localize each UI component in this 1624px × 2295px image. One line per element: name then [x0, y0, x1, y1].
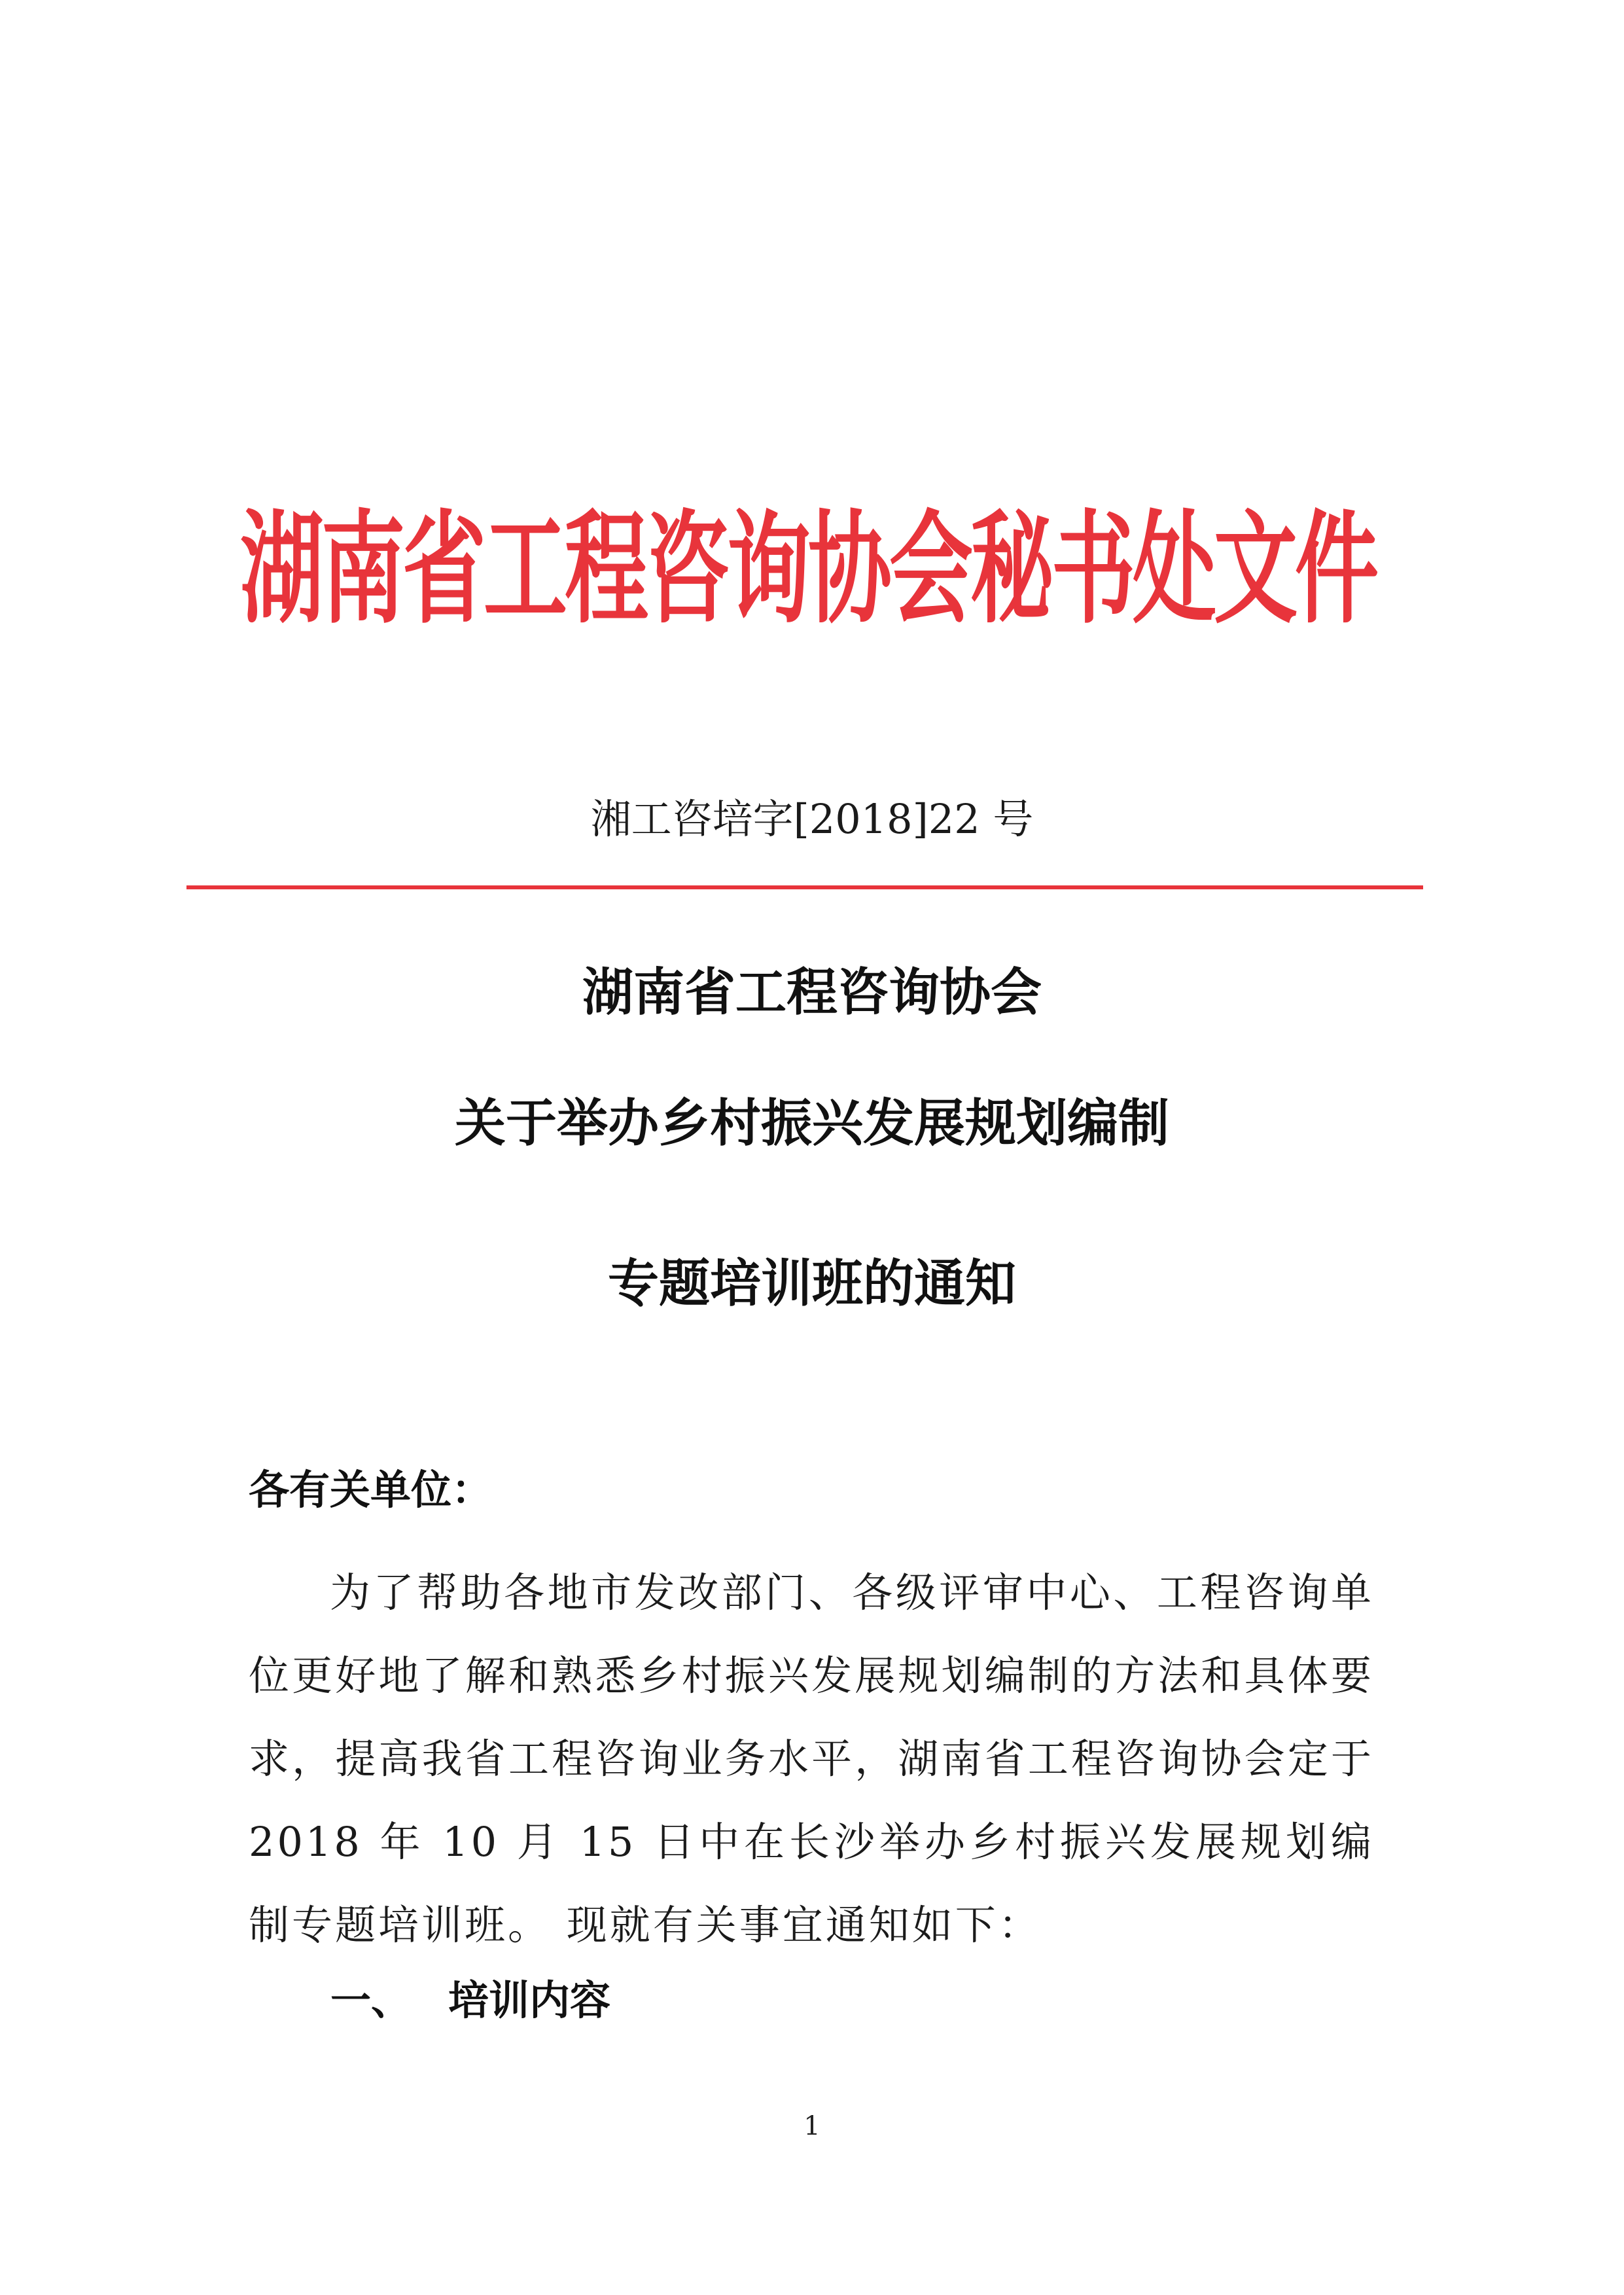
notice-title-line-2: 关于举办乡村振兴发展规划编制: [454, 1094, 1169, 1153]
red-divider-line: [186, 885, 1423, 889]
salutation: 各有关单位：: [249, 1466, 493, 1514]
document-number: 湘工咨培字[2018]22 号: [590, 795, 1034, 843]
notice-title-line-1: 湖南省工程咨询协会: [582, 963, 1042, 1022]
body-paragraph: 为了帮助各地市发改部门、各级评审中心、工程咨询单位更好地了解和熟悉乡村振兴发展规划编制的方法和具体要求，提高我省工程咨询业务水平，湖南省工程咨询协会定于 2018 年 10 月 15 日中在长沙举办乡村振兴发展规划编制专题培训班。 现就有关事宜通知如下：: [249, 1569, 1374, 1949]
page-number: 1: [803, 2111, 821, 2141]
masthead-title: 湖南省工程咨询协会秘书处文件: [239, 498, 1376, 641]
section-heading-1: [330, 1976, 610, 2025]
section-number: 一、: [330, 1976, 412, 2024]
section-title: 培训内容: [448, 1976, 611, 2024]
notice-title-line-3: 专题培训班的通知: [607, 1254, 1016, 1313]
